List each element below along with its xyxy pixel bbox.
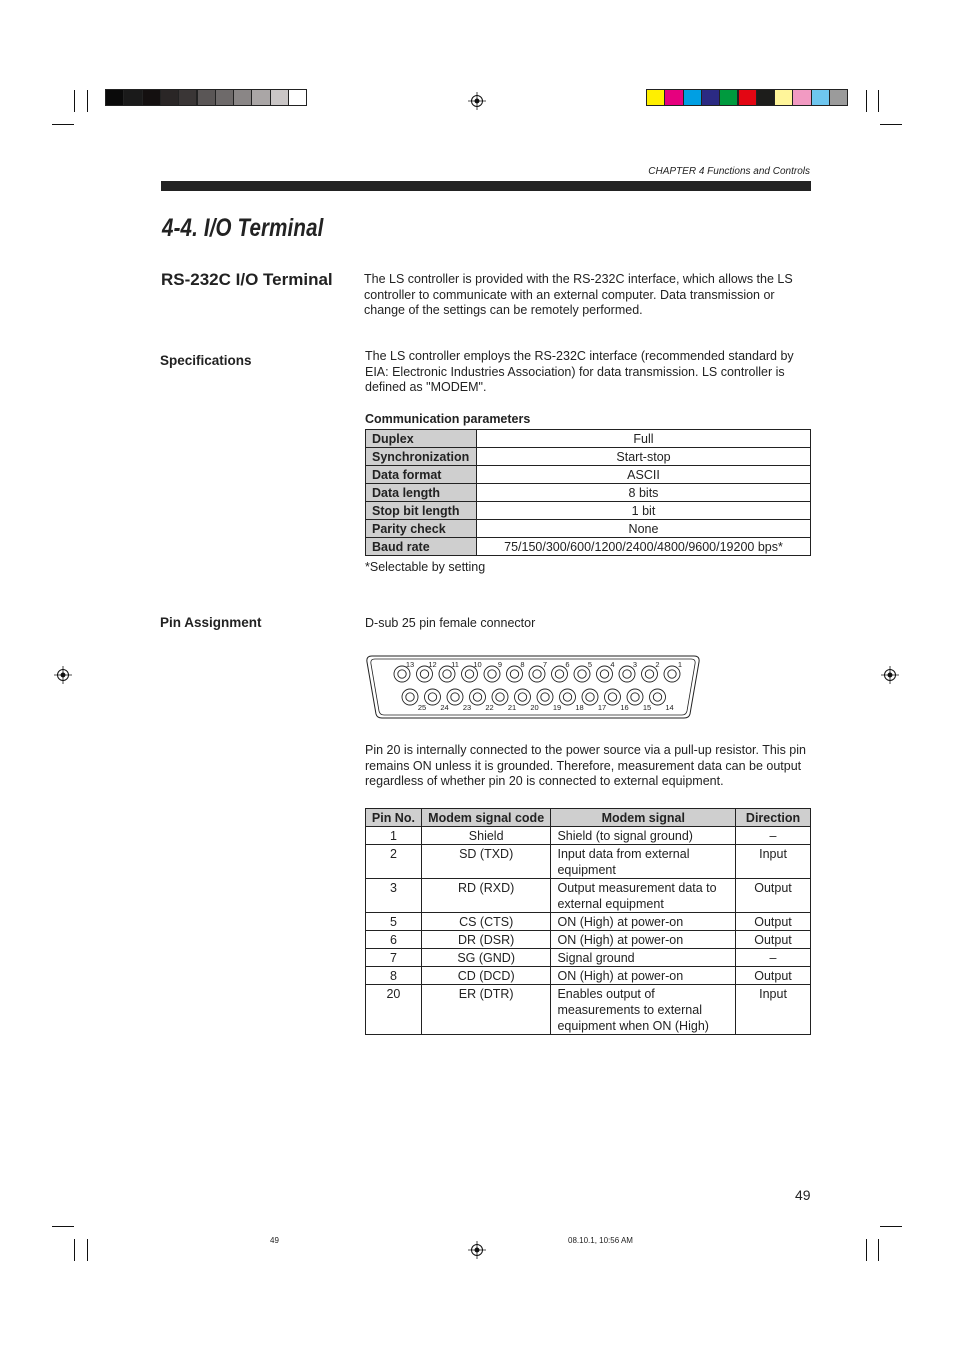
- signal-description: Signal ground: [551, 949, 736, 967]
- connector-pin-hole: [465, 670, 473, 678]
- signal-code: SG (GND): [421, 949, 551, 967]
- parameter-row: [366, 466, 811, 484]
- pin-label: 15: [642, 703, 652, 712]
- calibration-swatch: [719, 89, 738, 106]
- parameter-name: Duplex: [366, 430, 477, 448]
- signal-code: RD (RXD): [421, 879, 551, 913]
- parameter-value: 8 bits: [477, 484, 811, 502]
- connector-pin-hole: [623, 670, 631, 678]
- crop-mark: [52, 1226, 74, 1227]
- crop-mark: [74, 1239, 75, 1261]
- crop-mark: [74, 90, 75, 112]
- column-header: Modem signal code: [421, 809, 551, 827]
- parameter-name: Baud rate: [366, 538, 477, 556]
- calibration-swatch: [178, 89, 197, 106]
- rs232-heading: RS-232C I/O Terminal: [161, 270, 333, 289]
- crop-mark: [866, 1239, 867, 1261]
- connector-pin-hole: [578, 670, 586, 678]
- parameter-value: Start-stop: [477, 448, 811, 466]
- parameter-name: Parity check: [366, 520, 477, 538]
- connector-pin-hole: [533, 670, 541, 678]
- pin-number: 7: [366, 949, 422, 967]
- connector-pin: [470, 689, 486, 705]
- parameter-row: [366, 538, 811, 556]
- calibration-swatch: [105, 89, 124, 106]
- table-row: [366, 845, 811, 879]
- table-row: [366, 827, 811, 845]
- pin-label: 20: [530, 703, 539, 712]
- table-row: [366, 879, 811, 913]
- signal-direction: Input: [736, 985, 811, 1035]
- connector-pin-hole: [510, 670, 518, 678]
- signal-description: Input data from external equipment: [551, 845, 736, 879]
- connector-pin: [560, 689, 576, 705]
- registration-mark-icon: [881, 666, 899, 684]
- parameter-row: [366, 520, 811, 538]
- pin-label: 13: [405, 660, 415, 669]
- pin-number: 5: [366, 913, 422, 931]
- pin-label: 5: [587, 660, 593, 669]
- connector-label: D-sub 25 pin female connector: [365, 616, 536, 630]
- calibration-swatch: [251, 89, 270, 106]
- signal-direction: Output: [736, 913, 811, 931]
- table-row: [366, 913, 811, 931]
- connector-pin-hole: [586, 693, 594, 701]
- signal-code: SD (TXD): [421, 845, 551, 879]
- connector-pin-hole: [488, 670, 496, 678]
- signal-code: CS (CTS): [421, 913, 551, 931]
- connector-pin-hole: [428, 693, 436, 701]
- parameter-row: [366, 484, 811, 502]
- parameter-name: Data length: [366, 484, 477, 502]
- parameter-name: Stop bit length: [366, 502, 477, 520]
- pin-label: 14: [665, 703, 674, 712]
- pin-assignment-table: [365, 808, 811, 1035]
- pin-note: Pin 20 is internally connected to the power source via a pull-up resistor. This pin remains ON unless it is grounded. Therefore, measurement data can be output regardless of whether pin 20 is connected to external equipment.: [365, 743, 806, 788]
- pin-number: 8: [366, 967, 422, 985]
- signal-code: DR (DSR): [421, 931, 551, 949]
- parameter-row: [366, 502, 811, 520]
- connector-pin-hole: [496, 693, 504, 701]
- connector-pin-hole: [451, 693, 459, 701]
- calibration-swatch: [756, 89, 775, 106]
- pin-label: 16: [620, 703, 629, 712]
- connector-pin-hole: [443, 670, 451, 678]
- column-header: Modem signal: [551, 809, 736, 827]
- pin-label: 9: [497, 660, 503, 669]
- signal-description: Output measurement data to external equipment: [551, 879, 736, 913]
- signal-description: ON (High) at power-on: [551, 967, 736, 985]
- pin-label: 8: [520, 660, 525, 669]
- connector-pin: [582, 689, 598, 705]
- parameter-value: Full: [477, 430, 811, 448]
- calibration-swatch: [811, 89, 830, 106]
- crop-mark: [52, 124, 74, 125]
- connector-pin: [627, 689, 643, 705]
- connector-pin: [650, 689, 666, 705]
- pin-label: 19: [552, 703, 562, 712]
- calibration-swatch: [142, 89, 161, 106]
- registration-mark-icon: [468, 1241, 486, 1259]
- signal-direction: Output: [736, 879, 811, 913]
- calibration-swatch: [160, 89, 179, 106]
- column-header: Direction: [736, 809, 811, 827]
- calibration-swatch: [197, 89, 216, 106]
- connector-pin-hole: [608, 693, 616, 701]
- signal-description: ON (High) at power-on: [551, 931, 736, 949]
- signal-code: ER (DTR): [421, 985, 551, 1035]
- connector-pin-hole: [563, 693, 571, 701]
- parameter-name: Synchronization: [366, 448, 477, 466]
- calibration-swatch: [233, 89, 252, 106]
- pin-label: 24: [440, 703, 449, 712]
- pin-label: 21: [507, 703, 517, 712]
- connector-pin: [425, 689, 441, 705]
- crop-mark: [880, 1226, 902, 1227]
- signal-direction: Output: [736, 967, 811, 985]
- connector-pin-hole: [668, 670, 676, 678]
- crop-mark: [878, 1239, 879, 1261]
- chapter-header: CHAPTER 4 Functions and Controls: [648, 166, 810, 177]
- pin-number: 3: [366, 879, 422, 913]
- communication-parameters-table: [365, 429, 811, 556]
- connector-pin: [605, 689, 621, 705]
- header-rule: [161, 181, 811, 191]
- connector-pin-hole: [645, 670, 653, 678]
- pin-assignment-heading: Pin Assignment: [160, 615, 262, 630]
- connector-pin-hole: [631, 693, 639, 701]
- connector-pin-hole: [555, 670, 563, 678]
- connector-pin: [537, 689, 553, 705]
- pin-label: 18: [575, 703, 584, 712]
- dsub-connector-diagram: [366, 653, 702, 721]
- calibration-swatch: [123, 89, 142, 106]
- pin-label: 1: [677, 660, 683, 669]
- calibration-swatch: [774, 89, 793, 106]
- connector-pin-hole: [518, 693, 526, 701]
- signal-description: Enables output of measurements to external equipment when ON (High): [551, 985, 736, 1035]
- pin-label: 23: [462, 703, 472, 712]
- registration-mark-icon: [468, 92, 486, 110]
- parameter-value: 1 bit: [477, 502, 811, 520]
- footnote: *Selectable by setting: [365, 560, 486, 574]
- connector-pin-hole: [653, 693, 661, 701]
- calibration-swatch: [646, 89, 665, 106]
- specifications-text: The LS controller employs the RS-232C interface (recommended standard by EIA: Electronic Industries Association) for data transmission. LS controller is defined as "MODEM".: [365, 349, 794, 394]
- crop-mark: [87, 1239, 88, 1261]
- calibration-swatch: [288, 89, 307, 106]
- connector-pin-hole: [406, 693, 414, 701]
- signal-direction: Input: [736, 845, 811, 879]
- signal-direction: –: [736, 827, 811, 845]
- connector-pin-hole: [600, 670, 608, 678]
- signal-description: ON (High) at power-on: [551, 913, 736, 931]
- footer-timestamp: 08.10.1, 10:56 AM: [568, 1236, 633, 1245]
- connector-pin-hole: [541, 693, 549, 701]
- rs232-intro: The LS controller is provided with the RS-232C interface, which allows the LS controller to communicate with an external computer. Data transmission or change of the settings can be remotely performed.: [364, 272, 793, 317]
- parameter-row: [366, 448, 811, 466]
- connector-pin: [402, 689, 418, 705]
- column-header: Pin No.: [366, 809, 422, 827]
- pin-label: 10: [473, 660, 482, 669]
- crop-mark: [878, 90, 879, 112]
- table-row: [366, 949, 811, 967]
- pin-number: 1: [366, 827, 422, 845]
- pin-label: 11: [451, 660, 459, 669]
- parameter-name: Data format: [366, 466, 477, 484]
- specifications-heading: Specifications: [160, 353, 252, 368]
- page-number: 49: [795, 1187, 811, 1203]
- signal-direction: Output: [736, 931, 811, 949]
- connector-pin-hole: [420, 670, 428, 678]
- crop-mark: [866, 90, 867, 112]
- signal-description: Shield (to signal ground): [551, 827, 736, 845]
- communication-parameters-title: Communication parameters: [365, 412, 531, 426]
- table-row: [366, 931, 811, 949]
- pin-number: 2: [366, 845, 422, 879]
- calibration-swatch: [792, 89, 811, 106]
- connector-pin-hole: [398, 670, 406, 678]
- calibration-swatch: [215, 89, 234, 106]
- pin-label: 7: [542, 660, 548, 669]
- footer-page: 49: [270, 1236, 279, 1245]
- connector-pin: [492, 689, 508, 705]
- signal-code: Shield: [421, 827, 551, 845]
- pin-number: 20: [366, 985, 422, 1035]
- pin-label: 4: [610, 660, 615, 669]
- calibration-swatch: [270, 89, 289, 106]
- pin-label: 25: [417, 703, 427, 712]
- parameter-value: None: [477, 520, 811, 538]
- table-row: [366, 985, 811, 1035]
- pin-label: 17: [597, 703, 607, 712]
- pin-number: 6: [366, 931, 422, 949]
- calibration-swatch: [701, 89, 720, 106]
- section-title: 4-4. I/O Terminal: [162, 214, 324, 242]
- calibration-swatch: [738, 89, 757, 106]
- pin-label: 2: [655, 660, 660, 669]
- signal-code: CD (DCD): [421, 967, 551, 985]
- parameter-row: [366, 430, 811, 448]
- pin-label: 6: [565, 660, 570, 669]
- crop-mark: [880, 124, 902, 125]
- connector-pin: [515, 689, 531, 705]
- connector-pin-hole: [473, 693, 481, 701]
- table-row: [366, 967, 811, 985]
- pin-label: 12: [428, 660, 437, 669]
- signal-direction: –: [736, 949, 811, 967]
- parameter-value: ASCII: [477, 466, 811, 484]
- pin-label: 22: [485, 703, 494, 712]
- calibration-swatch: [664, 89, 683, 106]
- crop-mark: [87, 90, 88, 112]
- calibration-swatch: [829, 89, 848, 106]
- registration-mark-icon: [54, 666, 72, 684]
- connector-pin: [447, 689, 463, 705]
- pin-label: 3: [632, 660, 638, 669]
- parameter-value: 75/150/300/600/1200/2400/4800/9600/19200 bps*: [477, 538, 811, 556]
- calibration-swatch: [683, 89, 702, 106]
